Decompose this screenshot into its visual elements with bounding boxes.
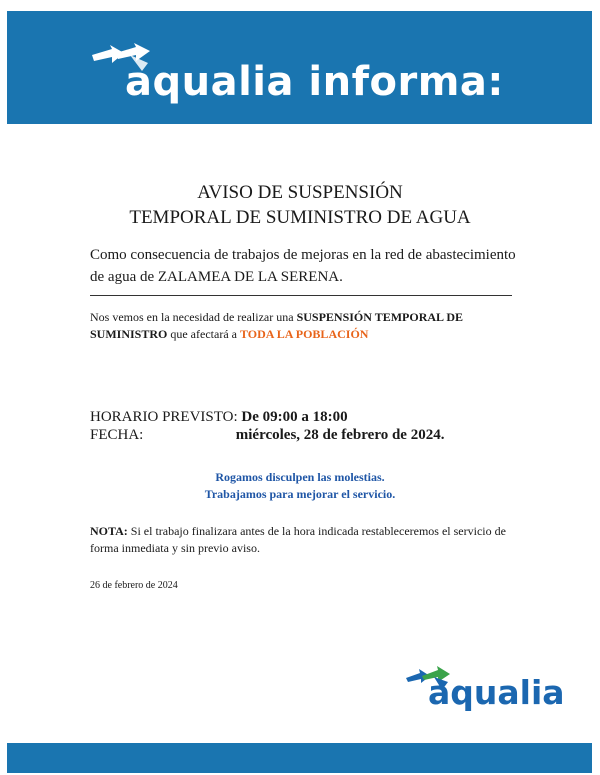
notice-affected-area: TODA LA POBLACIÓN (239, 327, 369, 341)
notice-body-middle: que afectará a (167, 327, 240, 341)
schedule-date (90, 427, 444, 444)
notice-body-prefix: Nos vemos en la necesidad de realizar una (90, 310, 297, 324)
divider (90, 295, 512, 296)
note-label: NOTA: (90, 524, 128, 538)
intro-paragraph: Como consecuencia de trabajos de mejoras en la red de abastecimiento de agua de ZALAMEA DE LA SERENA. (90, 247, 516, 285)
notice-paragraph (90, 309, 520, 343)
issue-date: 26 de febrero de 2024 (90, 580, 178, 591)
apology-message (0, 469, 600, 503)
notice-title-line2: TEMPORAL DE SUMINISTRO DE AGUA (129, 207, 471, 228)
apology-line2: Trabajamos para mejorar el servicio. (204, 487, 396, 501)
apology-line1: Rogamos disculpen las molestias. (215, 470, 385, 484)
hours-label: HORARIO PREVISTO: (90, 409, 238, 425)
header-banner (7, 11, 592, 124)
note-paragraph (90, 523, 520, 557)
note-text: Si el trabajo finalizara antes de la hora indicada restableceremos el servicio de forma inmediata y sin previo aviso. (90, 524, 506, 555)
date-label: FECHA: (90, 427, 144, 443)
bottom-brand: aqualia (428, 673, 565, 712)
notice-suspension: SUSPENSIÓN TEMPORAL DE SUMINISTRO (90, 310, 464, 341)
schedule-hours (90, 409, 348, 426)
footer-band (7, 743, 592, 773)
date-value: miércoles, 28 de febrero de 2024. (235, 427, 445, 443)
hours-value: De 09:00 a 18:00 (241, 409, 348, 425)
notice-title (0, 180, 600, 230)
banner-title: aqualia informa: (125, 59, 504, 105)
notice-title-line1: AVISO DE SUSPENSIÓN (197, 182, 403, 203)
